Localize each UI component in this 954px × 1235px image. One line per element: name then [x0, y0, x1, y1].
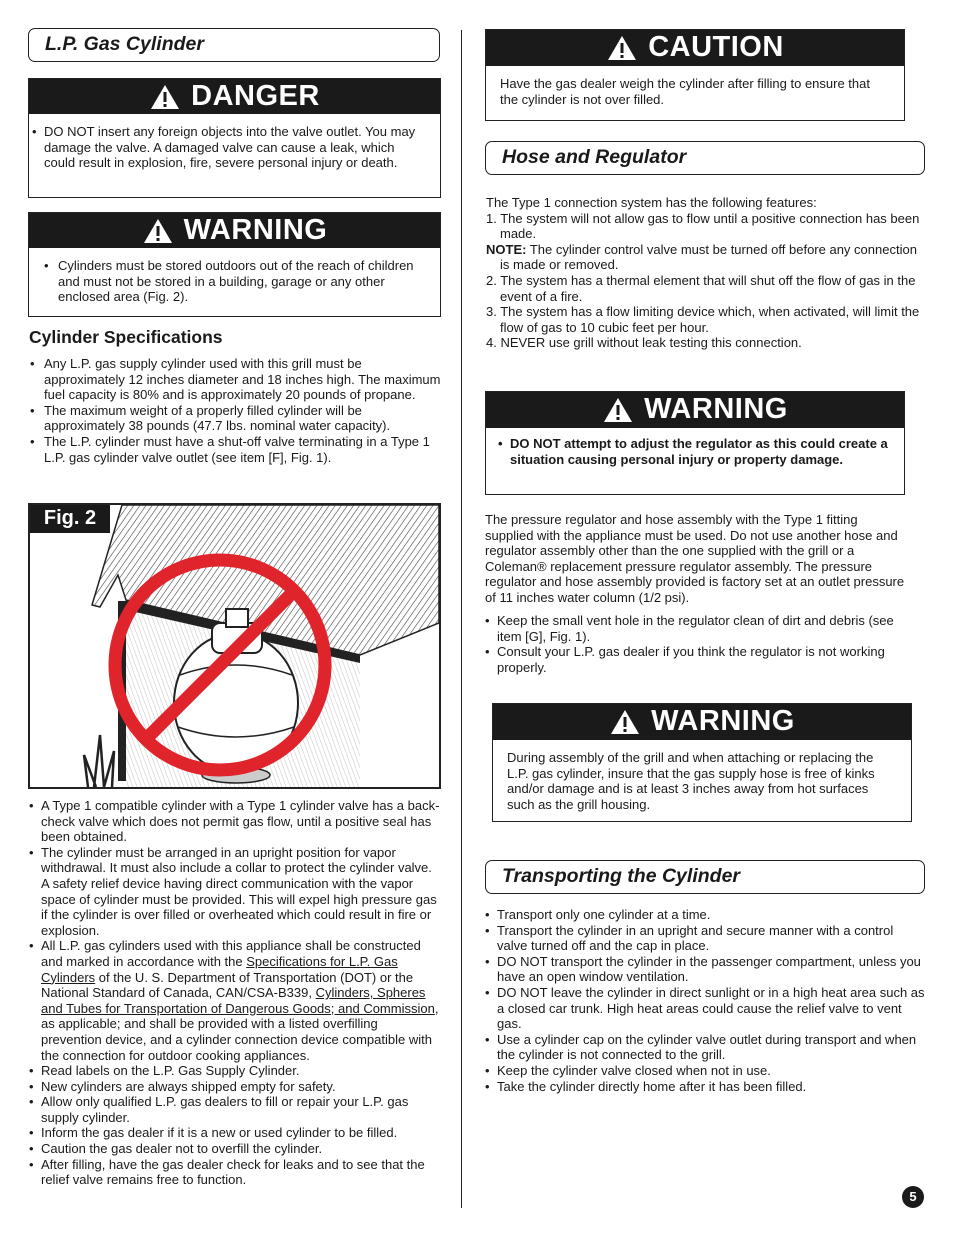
dot-text-part3: , as applicable; and shall be provided with a listed overfilling prevention device, and a cylinder connection device compatible with the connection for outdoor cooking appliances.: [41, 1000, 439, 1063]
caution-box: [485, 29, 905, 121]
list-item: • After filling, have the gas dealer check for leaks and to see that the relief valve remains free to function.: [29, 1157, 441, 1188]
danger-box: [28, 78, 441, 198]
transport-list: [485, 907, 925, 1094]
section-title-transporting: [485, 860, 925, 894]
warning-header: [493, 704, 911, 740]
dot-text-part1: All L.P. gas cylinders used with this appliance shall be constructed and marked in accordance with the: [41, 938, 421, 969]
fig2-illustration: [28, 503, 441, 789]
list-item: • Take the cylinder directly home after it has been filled.: [485, 1079, 925, 1095]
note-label: NOTE:: [486, 241, 527, 257]
list-item: • Transport only one cylinder at a time.: [485, 907, 925, 923]
section-title-text: Hose and Regulator: [502, 146, 687, 169]
type1-item-2: 2. The system has a thermal element that will shut off the flow of gas in the event of a fire.: [486, 272, 916, 304]
page-number: 5: [902, 1186, 924, 1208]
danger-list: [29, 114, 440, 171]
list-item: • Use a cylinder cap on the cylinder valve outlet during transport and when the cylinder is not connected to the grill.: [485, 1032, 925, 1063]
list-item: • New cylinders are always shipped empty for safety.: [29, 1079, 441, 1095]
list-item: • Caution the gas dealer not to overfill the cylinder.: [29, 1141, 441, 1157]
section-title-hose-regulator: [485, 141, 925, 175]
warning-list: [486, 428, 904, 467]
list-item-dot-standards: [29, 938, 441, 1063]
type1-item-1: 1. The system will not allow gas to flow until a positive connection has been made.: [486, 210, 920, 242]
list-item: • Keep the cylinder valve closed when not in use.: [485, 1063, 925, 1079]
list-item: • Keep the small vent hole in the regulator clean of dirt and debris (see item [G], Fig. 1).: [485, 613, 905, 644]
warning-heading: WARNING: [651, 705, 795, 738]
warning-triangle-icon: [142, 217, 174, 245]
list-item: • Read labels on the L.P. Gas Supply Cylinder.: [29, 1063, 441, 1079]
cylinder-under-roof-prohibited-icon: [30, 505, 439, 787]
type1-item-4: 4. NEVER use grill without leak testing this connection.: [486, 335, 802, 351]
warning-heading: WARNING: [183, 213, 328, 246]
section-title-lp-gas-cylinder: [28, 28, 440, 62]
warning-heading: WARNING: [644, 393, 788, 426]
section-title-text: Transporting the Cylinder: [502, 865, 740, 888]
warning-box-storage: [28, 212, 441, 317]
dot-spec-link: Specifications for L.P. Gas Cylinders: [41, 953, 398, 985]
caution-heading: CAUTION: [648, 31, 784, 64]
type1-intro: The Type 1 connection system has the following features:: [486, 195, 817, 210]
column-divider: [461, 30, 462, 1208]
list-item: • A Type 1 compatible cylinder with a Type 1 cylinder valve has a back-check valve which does not permit gas flow, until a positive seal has been obtained.: [29, 798, 441, 845]
list-item: • The cylinder must be arranged in an upright position for vapor withdrawal. It must also include a collar to protect the cylinder valve. A safety relief device having direct communication with the vapor space of cylinder must be provided. This will expel high pressure gas if the cylinder is over filled or overheated which could result in fire or explosion.: [29, 845, 441, 939]
type1-item-3: 3. The system has a flow limiting device which, when activated, will limit the flow of gas to 10 cubic feet per hour.: [486, 304, 920, 335]
regulator-paragraph: The pressure regulator and hose assembly with the Type 1 fitting supplied with the appliance must be used. Do not use another hose and regulator assembly other than the one supplied with the grill or a Coleman® replacement pressure regulator assembly. The pressure regulator and hose assembly provided is factory set at an outlet pressure of 11 inches water column (1/2 psi).: [485, 512, 905, 605]
danger-header: [29, 79, 440, 114]
cylinder-specifications-list: [29, 356, 441, 465]
fig2-label: Fig. 2: [30, 505, 110, 533]
warning-text: • DO NOT attempt to adjust the regulator as this could create a situation causing personal injury or property damage.: [498, 436, 890, 467]
dot-text-part2: of the U. S. Department of Transportation (DOT) or the National Standard of Canada, CAN/CSA-B339,: [41, 969, 414, 1001]
type1-connection-features: [486, 195, 926, 351]
list-item: • Transport the cylinder in an upright and secure manner with a control valve turned off and the cap in place.: [485, 923, 925, 954]
list-item: • The maximum weight of a properly filled cylinder will be approximately 38 pounds (47.7 lbs. nominal water capacity).: [29, 403, 441, 434]
list-item: • Allow only qualified L.P. gas dealers to fill or repair your L.P. gas supply cylinder.: [29, 1094, 441, 1125]
warning-triangle-icon: [149, 83, 181, 111]
danger-heading: DANGER: [191, 79, 320, 112]
caution-text: Have the gas dealer weigh the cylinder after filling to ensure that the cylinder is not over filled.: [500, 76, 870, 107]
list-item: • Consult your L.P. gas dealer if you think the regulator is not working properly.: [485, 644, 905, 675]
list-item: • Inform the gas dealer if it is a new or used cylinder to be filled.: [29, 1125, 441, 1141]
list-item: • DO NOT leave the cylinder in direct sunlight or in a high heat area such as a closed car trunk. High heat areas could cause the relief valve to vent gas.: [485, 985, 925, 1032]
section-title-text: L.P. Gas Cylinder: [45, 33, 204, 56]
warning-text: • Cylinders must be stored outdoors out of the reach of children and must not be stored in a building, garage or any other enclosed area (Fig. 2).: [43, 258, 426, 305]
warning-box-regulator: [485, 391, 905, 495]
warning-text: During assembly of the grill and when attaching or replacing the L.P. gas cylinder, insure that the gas supply hose is free of kinks and/or damage and is at least 3 inches away from hot surfaces such as the grill housing.: [507, 750, 875, 812]
csa-spec-link: Cylinders, Spheres and Tubes for Transportation of Dangerous Goods; and Commission: [41, 985, 435, 1016]
danger-text: • DO NOT insert any foreign objects into the valve outlet. You may damage the valve. A damaged valve can cause a leak, which could result in explosion, fire, severe personal injury or death.: [32, 124, 426, 171]
warning-header: [486, 392, 904, 428]
list-item: • Any L.P. gas supply cylinder used with this grill must be approximately 12 inches diameter and 18 inches high. The maximum fuel capacity is 80% and is approximately 20 pounds of propane.: [29, 356, 441, 403]
list-item: • The L.P. cylinder must have a shut-off valve terminating in a Type 1 L.P. gas cylinder valve outlet (see item [F], Fig. 1).: [29, 434, 441, 465]
type1-note: [486, 242, 926, 273]
cylinder-requirements-list: [29, 798, 441, 1188]
cylinder-specifications-heading: Cylinder Specifications: [29, 327, 223, 347]
warning-triangle-icon: [606, 34, 638, 62]
warning-header: [29, 213, 440, 248]
caution-header: [486, 30, 904, 66]
warning-box-hose: [492, 703, 912, 822]
regulator-list: [485, 613, 905, 675]
note-text: The cylinder control valve must be turned off before any connection is made or removed.: [500, 241, 917, 273]
warning-triangle-icon: [602, 396, 634, 424]
list-item: • DO NOT transport the cylinder in the passenger compartment, unless you have an open window ventilation.: [485, 954, 925, 985]
warning-triangle-icon: [609, 708, 641, 736]
warning-list: [29, 248, 440, 305]
